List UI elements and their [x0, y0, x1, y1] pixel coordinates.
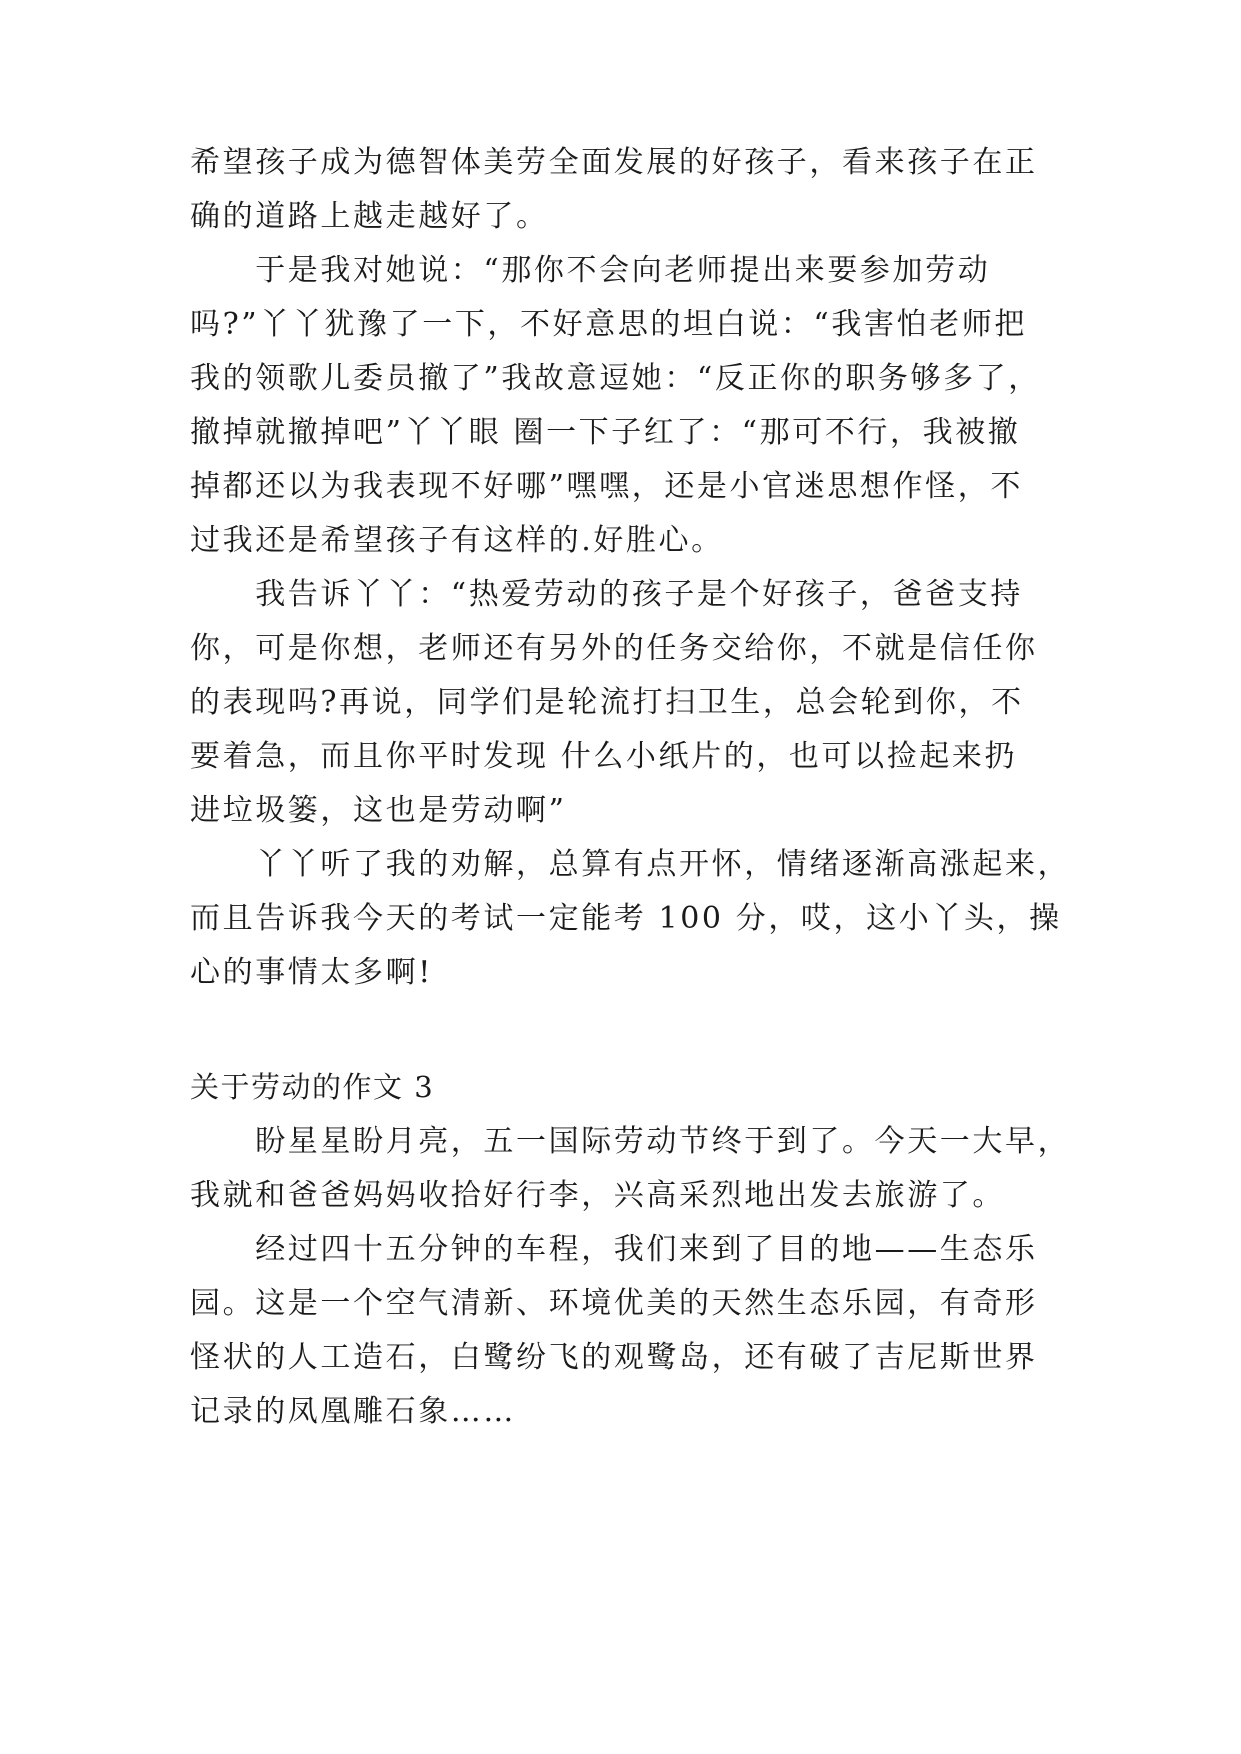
paragraph-2-line-3: 我的领歌儿委员撤了”我故意逗她：“反正你的职务够多了，	[190, 361, 1041, 396]
paragraph-3-line-2: 你，可是你想，老师还有另外的任务交给你，不就是信任你	[190, 631, 1038, 666]
section-paragraph-1-line-1: 盼星星盼月亮，五一国际劳动节终于到了。今天一大早，	[190, 1124, 1071, 1159]
section-heading: 关于劳动的作文 3	[190, 1070, 435, 1104]
paragraph-3-line-1: 我告诉丫丫：“热爱劳动的孩子是个好孩子，爸爸支持	[190, 577, 1023, 612]
section-paragraph-2-line-4: 记录的凤凰雕石象……	[190, 1394, 516, 1429]
paragraph-1-line-2: 确的道路上越走越好了。	[190, 199, 549, 234]
paragraph-3-line-4: 要着急，而且你平时发现 什么小纸片的，也可以捡起来扔	[190, 739, 1018, 774]
paragraph-3-line-5: 进垃圾篓，这也是劳动啊”	[190, 793, 567, 828]
paragraph-2-line-6: 过我还是希望孩子有这样的.好胜心。	[190, 523, 724, 558]
paragraph-2-line-5: 掉都还以为我表现不好哪”嘿嘿，还是小官迷思想作怪，不	[190, 469, 1023, 504]
paragraph-2-line-1: 于是我对她说：“那你不会向老师提出来要参加劳动	[190, 253, 991, 288]
paragraph-4-line-1: 丫丫听了我的劝解，总算有点开怀，情绪逐渐高涨起来，	[190, 847, 1071, 882]
section-paragraph-2-line-2: 园。这是一个空气清新、环境优美的天然生态乐园，有奇形	[190, 1286, 1038, 1321]
paragraph-2-line-2: 吗?”丫丫犹豫了一下，不好意思的坦白说：“我害怕老师把	[190, 307, 1027, 342]
paragraph-3-line-3: 的表现吗?再说，同学们是轮流打扫卫生，总会轮到你，不	[190, 685, 1024, 720]
section-paragraph-1-line-2: 我就和爸爸妈妈收拾好行李，兴高采烈地出发去旅游了。	[190, 1178, 1005, 1213]
paragraph-2-line-4: 撤掉就撤掉吧”丫丫眼 圈一下子红了：“那可不行，我被撤	[190, 415, 1021, 450]
paragraph-4-line-2: 而且告诉我今天的考试一定能考 100 分，哎，这小丫头，操	[190, 901, 1062, 936]
paragraph-4-line-3: 心的事情太多啊!	[190, 955, 433, 990]
paragraph-1-line-1: 希望孩子成为德智体美劳全面发展的好孩子，看来孩子在正	[190, 145, 1038, 180]
section-paragraph-2-line-3: 怪状的人工造石，白鹭纷飞的观鹭岛，还有破了吉尼斯世界	[190, 1340, 1038, 1375]
section-paragraph-2-line-1: 经过四十五分钟的车程，我们来到了目的地——生态乐	[190, 1232, 1038, 1267]
